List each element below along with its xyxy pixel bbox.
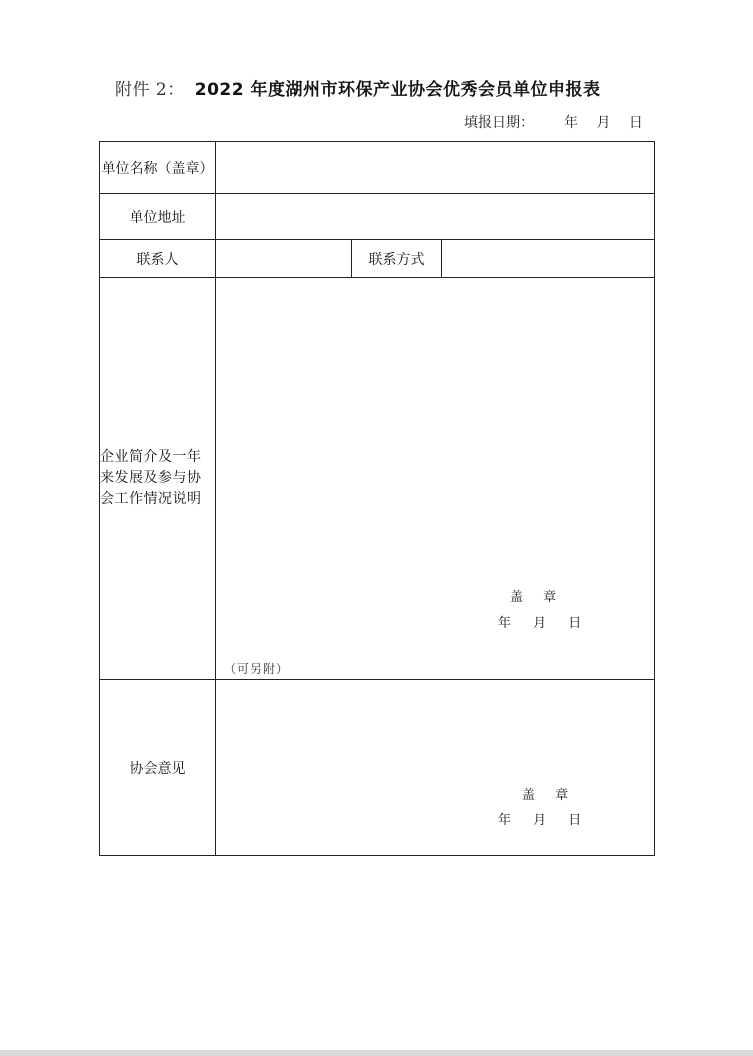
contact-person-field[interactable] <box>216 240 352 278</box>
opinion-field[interactable] <box>216 680 655 856</box>
opinion-seal-text: 盖 章 <box>522 788 569 803</box>
fill-date-value[interactable]: 年 月 日 <box>564 115 643 131</box>
unit-address-row <box>100 194 655 240</box>
unit-name-label: 单位名称（盖章） <box>100 142 216 194</box>
attachment-label: 附件 2： <box>115 80 185 100</box>
contact-method-field[interactable] <box>442 240 655 278</box>
page-bottom-edge <box>0 1050 753 1056</box>
intro-field[interactable] <box>216 278 655 680</box>
application-form-table <box>99 141 655 856</box>
fill-date <box>464 112 643 132</box>
intro-date-text: 年 月 日 <box>498 616 582 631</box>
intro-seal-text: 盖 章 <box>510 590 557 605</box>
form-title: 2022 年度湖州市环保产业协会优秀会员单位申报表 <box>194 80 601 100</box>
fill-date-label: 填报日期： <box>464 115 534 131</box>
opinion-date-text: 年 月 日 <box>498 813 582 828</box>
intro-row <box>100 278 655 680</box>
page-title <box>115 75 600 100</box>
contact-method-label: 联系方式 <box>352 240 442 278</box>
opinion-label: 协会意见 <box>100 680 216 856</box>
unit-name-field[interactable] <box>216 142 655 194</box>
unit-address-field[interactable] <box>216 194 655 240</box>
contact-person-label: 联系人 <box>100 240 216 278</box>
unit-address-label: 单位地址 <box>100 194 216 240</box>
attach-note: （可另附） <box>224 662 290 676</box>
intro-label: 企业简介及一年来发展及参与协会工作情况说明 <box>100 278 216 680</box>
opinion-row <box>100 680 655 856</box>
unit-name-row <box>100 142 655 194</box>
contact-row <box>100 240 655 278</box>
